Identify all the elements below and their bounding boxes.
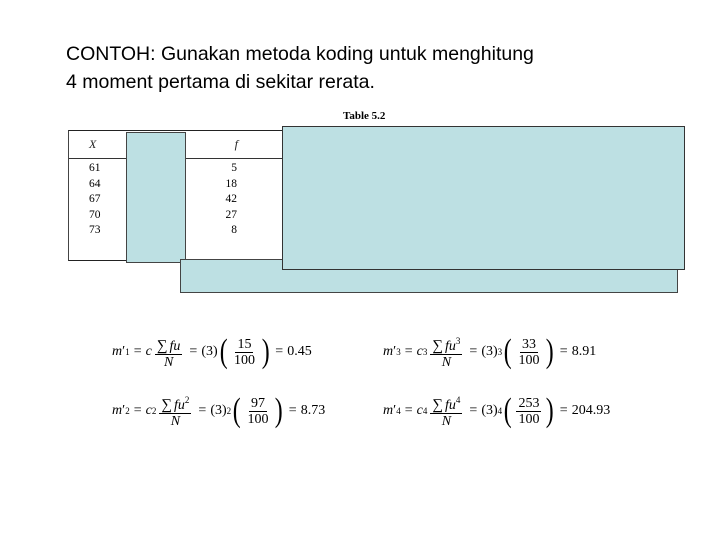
coef: (3): [481, 344, 498, 359]
n-symbol: N: [441, 355, 452, 370]
moment-index: 3: [396, 347, 401, 357]
c-symbol: c: [416, 344, 423, 359]
x-cell: 61: [89, 162, 101, 174]
f-cell: 27: [225, 208, 237, 221]
denominator: 100: [518, 411, 540, 427]
denominator: 100: [247, 411, 269, 427]
cover-box-products: [282, 126, 685, 270]
result: 8.73: [300, 403, 326, 418]
coef: (3): [210, 403, 227, 418]
x-column: [89, 161, 119, 239]
result: 0.45: [287, 344, 312, 359]
coef: (3): [201, 344, 218, 359]
denominator: 100: [233, 352, 255, 368]
n-symbol: N: [163, 355, 174, 370]
sum-symbol: ∑: [432, 338, 444, 354]
prime: ′: [122, 344, 126, 359]
result: 204.93: [571, 403, 611, 418]
numerator: 97: [250, 395, 265, 411]
header-x: X: [89, 137, 97, 151]
n-symbol: N: [170, 414, 181, 429]
fu-symbol: fu: [174, 398, 185, 413]
c-power: 3: [422, 347, 428, 357]
prime: ′: [122, 403, 126, 418]
fu-symbol: fu: [445, 339, 456, 354]
moment-formula-1: m ′ 1 = c $\frac{\sum fu}{N}$ = (3) ( $\frac{15}{100}$ ) = 0.45: [112, 333, 312, 370]
moment-formula-2: m ′ 2 = c 2 $\frac{\sum fu^2}{N}$ = (3) 2 ( $\frac{97}{100}$ ) = 8.73: [112, 392, 326, 429]
header-f: f: [234, 137, 238, 151]
x-cell: 67: [89, 193, 101, 205]
m-symbol: m: [112, 403, 123, 418]
fu-symbol: fu: [169, 339, 181, 354]
sum-fraction: [430, 393, 462, 429]
x-cell: 73: [89, 224, 101, 236]
title-line-1: CONTOH: Gunakan metoda koding untuk menghitung: [66, 43, 534, 65]
fu-power: 4: [455, 395, 461, 405]
cover-box-u-column: [126, 132, 186, 263]
slide-title: [66, 40, 686, 96]
sum-fraction: [430, 334, 462, 370]
value-fraction: [232, 337, 257, 368]
c-symbol: c: [145, 403, 152, 418]
f-cell: 18: [225, 177, 237, 190]
table-caption: Table 5.2: [343, 110, 386, 122]
f-cell: 42: [225, 193, 237, 205]
f-cell: 5: [231, 162, 237, 174]
fu-symbol: fu: [445, 398, 456, 413]
value-fraction: [516, 396, 541, 427]
sum-symbol: ∑: [156, 338, 168, 354]
coef-power: 2: [226, 406, 232, 416]
sum-symbol: ∑: [161, 397, 173, 413]
x-cell: 70: [89, 208, 101, 221]
title-line-2: 4 moment pertama di sekitar rerata.: [66, 71, 375, 93]
m-symbol: m: [112, 344, 123, 359]
moment-index: 1: [125, 347, 130, 357]
moment-formula-4: m ′ 4 = c 4 $\frac{\sum fu^4}{N}$ = (3) 4 ( $\frac{253}{100}$ ) = 204.93: [383, 392, 611, 429]
numerator: 15: [237, 336, 252, 352]
f-cell: 8: [231, 224, 237, 236]
moment-formula-3: m ′ 3 = c 3 $\frac{\sum fu^3}{N}$ = (3) 3 ( $\frac{33}{100}$ ) = 8.91: [383, 333, 597, 370]
fu-power: 2: [184, 395, 190, 405]
coef-power: 3: [497, 347, 503, 357]
result: 8.91: [571, 344, 597, 359]
coef: (3): [481, 403, 498, 418]
moment-index: 4: [396, 406, 401, 416]
numerator: 33: [521, 336, 536, 352]
coef-power: 4: [497, 406, 503, 416]
fu-power: 3: [455, 336, 461, 346]
c-power: 4: [422, 406, 428, 416]
f-column: [209, 161, 237, 239]
sum-symbol: ∑: [432, 397, 444, 413]
n-symbol: N: [441, 414, 452, 429]
prime: ′: [393, 344, 397, 359]
value-fraction: [516, 337, 541, 368]
numerator: 253: [518, 395, 540, 411]
c-symbol: c: [145, 344, 152, 359]
x-cell: 64: [89, 177, 101, 190]
c-symbol: c: [416, 403, 423, 418]
sum-fraction: [159, 393, 191, 429]
c-power: 2: [151, 406, 157, 416]
denominator: 100: [518, 352, 540, 368]
sum-fraction: [155, 334, 183, 370]
prime: ′: [393, 403, 397, 418]
m-symbol: m: [383, 403, 394, 418]
m-symbol: m: [383, 344, 394, 359]
value-fraction: [245, 396, 270, 427]
moment-index: 2: [125, 406, 130, 416]
